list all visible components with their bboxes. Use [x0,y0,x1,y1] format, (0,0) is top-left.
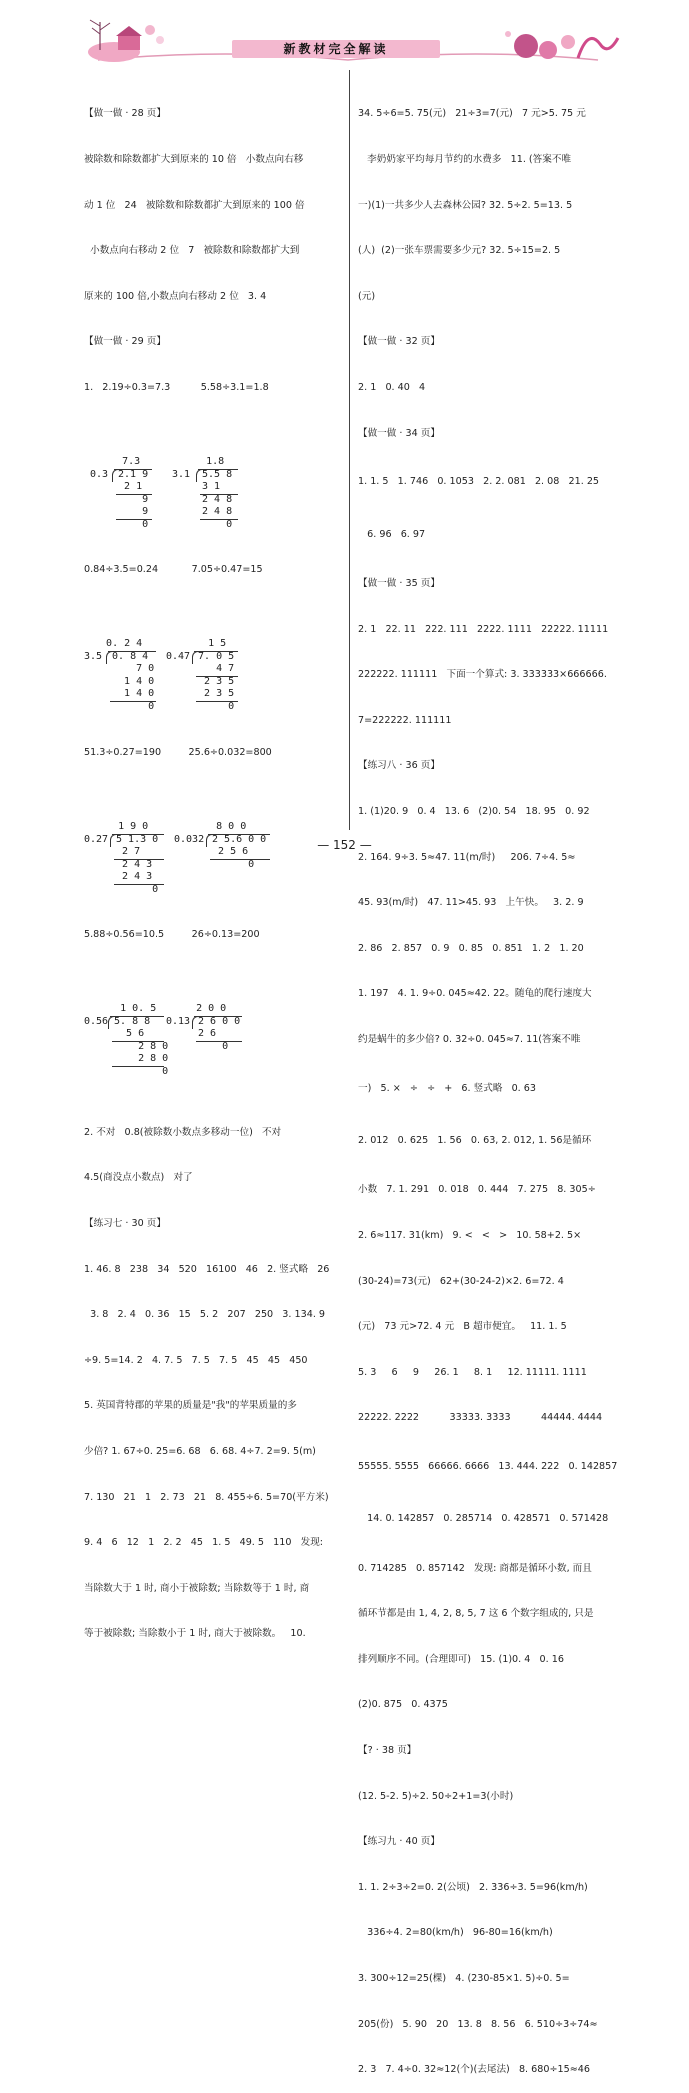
answer-line: 2. 不对 0.8(被除数小数点多移动一位) 不对 [84,1126,282,1138]
long-division [84,638,155,820]
division-digits: 2 3 5 [192,688,235,700]
answer-line: 0.84÷3.5=0.24 7.05÷0.47=15 [84,564,263,576]
division-digits: 0 [112,518,149,530]
answer-line: 205(份) 5. 90 20 13. 8 8. 56 6. 510÷3÷74≈ [358,2018,598,2030]
division-digits: 3.5 [84,651,103,663]
answer-line: 2. 3 7. 4÷0. 32≈12(个)(去尾法) 8. 680÷15≈46 [358,2064,590,2076]
division-digits: 0. 2 4 [88,638,143,650]
section-heading: 【做一做 · 28 页】 [84,108,166,120]
answer-line: 等于被除数; 当除数小于 1 时, 商大于被除数。 10. [84,1628,306,1640]
section-heading: 【做一做 · 35 页】 [358,577,440,589]
answer-line: 336÷4. 2=80(km/h) 96-80=16(km/h) [358,1927,553,1939]
division-digits: 1 9 0 [94,820,149,832]
answer-line: 6. 96 6. 97 [358,528,426,540]
division-digits: 2 6 0 0 [192,1016,241,1028]
answer-line: 5. 英国背特郡的苹果的质量是"我"的苹果质量的多 [84,1400,297,1412]
division-digits: 0. 8 4 [106,651,149,663]
division-digits: 0 [106,701,155,713]
answer-line: 2. 1 22. 11 222. 111 2222. 1111 22222. 11111 [358,623,609,635]
division-digits: 2 0 0 [166,1003,227,1015]
section-heading: 【练习八 · 36 页】 [358,760,440,772]
answer-line: 2. 6≈117. 31(km) 9. < < > 10. 58+2. 5× [358,1229,582,1241]
answer-line: 4.5(商没点小数点) 对了 [84,1172,193,1184]
division-digits: 5. 8 8 [108,1016,151,1028]
section-heading: 【做一做 · 32 页】 [358,336,440,348]
answer-line: 约是蜗牛的多少倍? 0. 32÷0. 045≈7. 11(答案不唯 [358,1033,581,1045]
answer-line: 2. 86 2. 857 0. 9 0. 85 0. 851 1. 2 1. 20 [358,942,584,954]
division-digits: 2 4 8 [196,505,233,517]
answer-line: 7. 130 21 1 2. 73 21 8. 455÷6. 5=70(平方米) [84,1491,329,1503]
division-digits: 2 4 3 [110,858,153,870]
answer-line: 2. 1 0. 40 4 [358,381,426,393]
division-digits: 3.1 [172,468,191,480]
division-digits: 1 4 0 [106,688,155,700]
long-division [90,455,149,654]
division-digits: 8 0 0 [174,820,247,832]
answer-line: 5.88÷0.56=10.5 26÷0.13=200 [84,929,260,941]
division-digits: 0.13 [166,1016,191,1028]
division-digits: 5 1.3 0 [110,833,159,845]
answer-line: 排列顺序不同。(合理即可) 15. (1)0. 4 0. 16 [358,1653,564,1665]
section-heading: 【练习九 · 40 页】 [358,1836,440,1848]
answer-line: 34. 5÷6=5. 75(元) 21÷3=7(元) 7 元>5. 75 元 [358,108,586,120]
answer-line: 1. 1. 2÷3÷2=0. 2(公顷) 2. 336÷3. 5=96(km/h) [358,1881,588,1893]
answer-line: 李奶奶家平均每月节约的水费多 11. (答案不唯 [358,154,572,165]
answer-line: 一) 5. × ÷ ÷ + 6. 竖式略 0. 63 [358,1082,536,1094]
division-digits: 5.5 8 [196,468,233,480]
answer-line: 45. 93(m/时) 47. 11>45. 93 上午快。 3. 2. 9 [358,897,584,909]
page-header-title: 新教材完全解读 [283,42,389,56]
division-digits: 0 [192,701,235,713]
answer-line: 14. 0. 142857 0. 285714 0. 428571 0. 571428 [358,1513,609,1525]
division-digits: 2 6 [192,1028,217,1040]
answer-line: 1. (1)20. 9 0. 4 13. 6 (2)0. 54 18. 95 0. 92 [358,805,590,817]
right-column [358,76,658,2093]
answer-line: 循环节都是由 1, 4, 2, 8, 5, 7 这 6 个数字组成的, 只是 [358,1608,594,1620]
answer-line: 小数点向右移动 2 位 7 被除数和除数都扩大到 [84,245,300,257]
section-heading: 【练习七 · 30 页】 [84,1217,166,1229]
long-division-pair [84,456,339,532]
answer-line: (人) (2)一张车票需要多少元? 32. 5÷15=2. 5 [358,245,561,257]
division-digits: 0.56 [84,1016,109,1028]
answer-line: ÷9. 5=14. 2 4. 7. 5 7. 5 7. 5 45 45 450 [84,1354,308,1366]
answer-line: 1. 2.19÷0.3=7.3 5.58÷3.1=1.8 [84,381,269,393]
answer-line: 少倍? 1. 67÷0. 25=6. 68 6. 68. 4÷7. 2=9. 5(m) [84,1445,316,1457]
division-digits: 0 [206,858,255,870]
division-digits: 1.8 [176,455,225,467]
division-digits: 7.3 [92,455,141,467]
long-division-pair [84,821,339,897]
answer-line: 3. 300÷12=25(棵) 4. (230-85×1. 5)÷0. 5= [358,1973,570,1985]
division-digits: 0.47 [166,651,191,663]
division-digits: 0 [196,518,233,530]
long-division-pair [84,1003,339,1079]
answer-line: 5. 3 6 9 26. 1 8. 1 12. 11111. 1111 [358,1366,587,1378]
division-digits: 0.3 [90,468,109,480]
answer-line: 一)(1)一共多少人去森林公园? 32. 5÷2. 5=13. 5 [358,199,573,211]
answer-line: (12. 5-2. 5)÷2. 50÷2+1=3(小时) [358,1790,514,1802]
long-division [172,455,233,654]
column-divider [349,70,350,830]
division-digits: 2 4 8 [196,493,233,505]
answer-line: (元) [358,290,376,302]
answer-line: (2)0. 875 0. 4375 [358,1699,448,1711]
answer-line: 原来的 100 倍,小数点向右移动 2 位 3. 4 [84,290,267,302]
answer-line: 小数 7. 1. 291 0. 018 0. 444 7. 275 8. 305÷ [358,1184,596,1196]
division-digits: 0 [108,1066,169,1078]
division-digits: 1 0. 5 [90,1003,157,1015]
division-digits: 2 1 [112,480,143,492]
answer-line: 9. 4 6 12 1 2. 2 45 1. 5 49. 5 110 发现: [84,1537,324,1549]
answer-line: 当除数大于 1 时, 商小于被除数; 当除数等于 1 时, 商 [84,1582,310,1594]
division-digits: 4 7 [192,663,235,675]
division-digits: 1 4 0 [106,676,155,688]
answer-line: (30-24)=73(元) 62+(30-24-2)×2. 6=72. 4 [358,1275,564,1287]
section-heading: 【做一做 · 29 页】 [84,336,166,348]
division-digits: 9 [112,493,149,505]
answer-line: 22222. 2222 33333. 3333 44444. 4444 [358,1412,603,1424]
answer-line: 55555. 5555 66666. 6666 13. 444. 222 0. 142857 [358,1460,618,1472]
division-digits: 0 [110,883,159,895]
division-digits: 2 7 [110,845,141,857]
long-division-pair [84,638,339,714]
left-column [84,76,339,1657]
answer-line: 2. 164. 9÷3. 5≈47. 11(m/时) 206. 7÷4. 5≈ [358,851,576,863]
division-digits: 3 1 [196,480,221,492]
division-digits: 2 4 3 [110,870,153,882]
page-number: — 152 — [317,838,372,852]
division-digits: 7 0 [106,663,155,675]
answer-line: 7=222222. 111111 [358,714,452,726]
division-digits: 2 5.6 0 0 [206,833,267,845]
answer-line: 222222. 111111 下面一个算式: 3. 333333×666666. [358,669,607,681]
long-division [166,1003,241,1155]
division-digits: 2 8 0 [108,1041,169,1053]
division-digits: 2 3 5 [192,676,235,688]
division-digits: 9 [112,505,149,517]
answer-line: 1. 197 4. 1. 9÷0. 045≈42. 22。随龟的爬行速度大 [358,988,592,1000]
division-digits: 2 5 6 [206,845,249,857]
answer-line: 2. 012 0. 625 1. 56 0. 63, 2. 012, 1. 56是循环 [358,1134,592,1146]
answer-line: 1. 1. 5 1. 746 0. 1053 2. 2. 081 2. 08 21. 25 [358,476,600,488]
division-digits: 2 8 0 [108,1053,169,1065]
answer-line: 动 1 位 24 被除数和除数都扩大到原来的 100 倍 [84,199,305,211]
division-digits: 1 5 [166,638,227,650]
answer-line: 被除数和除数都扩大到原来的 10 倍 小数点向右移 [84,154,304,165]
answer-line: 3. 8 2. 4 0. 36 15 5. 2 207 250 3. 134. 9 [84,1309,326,1321]
answer-line: 51.3÷0.27=190 25.6÷0.032=800 [84,746,272,758]
division-digits: 0 [192,1041,229,1053]
division-digits: 2.1 9 [112,468,149,480]
division-digits: 0.032 [174,833,205,845]
division-digits: 5 6 [108,1028,145,1040]
division-digits: 0.27 [84,833,109,845]
section-heading: 【做一做 · 34 页】 [358,427,440,439]
answer-line: (元) 73 元>72. 4 元 B 超市便宜。 11. 1. 5 [358,1321,567,1333]
division-digits: 7. 0 5 [192,651,235,663]
answer-line: 1. 46. 8 238 34 520 16100 46 2. 竖式略 26 [84,1263,330,1275]
answer-line: 0. 714285 0. 857142 发现: 商都是循环小数, 而且 [358,1562,592,1574]
section-heading: 【? · 38 页】 [358,1745,417,1757]
